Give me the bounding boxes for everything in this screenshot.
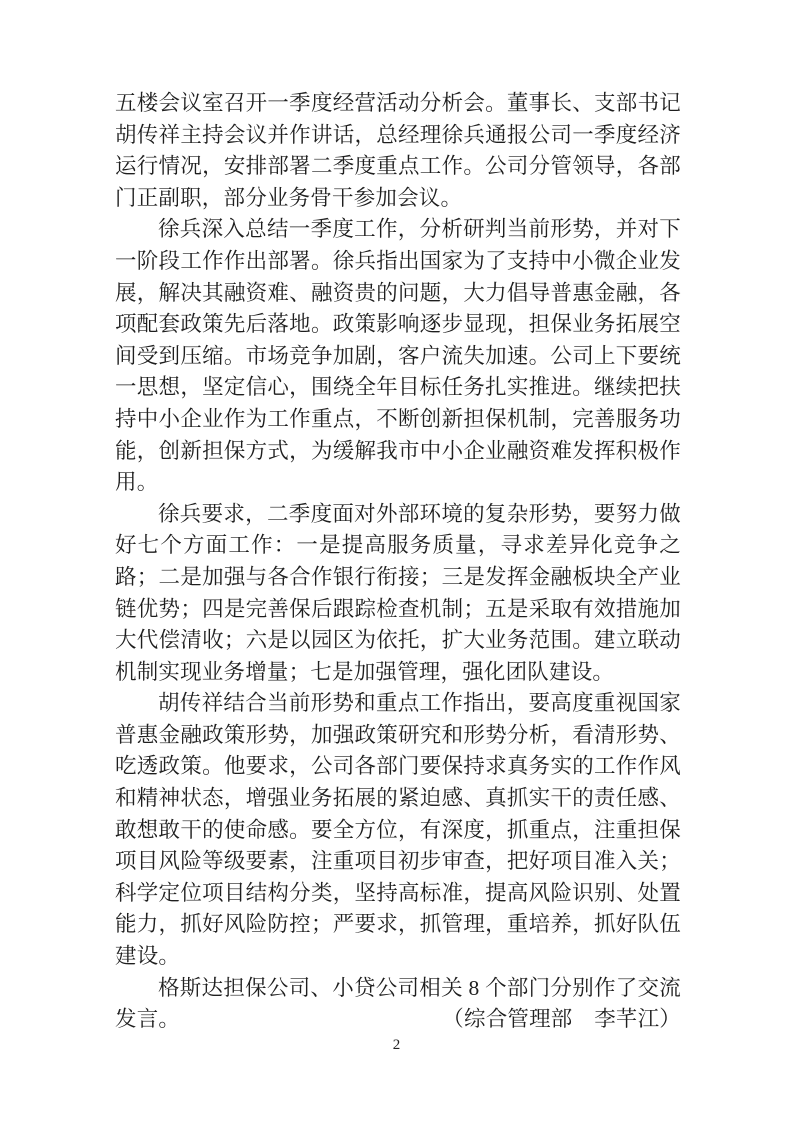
document-body (115, 88, 681, 1036)
paragraph: 徐兵深入总结一季度工作，分析研判当前形势，并对下一阶段工作作出部署。徐兵指出国家为了支持中小微企业发展，解决其融资难、融资贵的问题，大力倡导普惠金融，各项配套政策先后落地。政策影响逐步显现，担保业务拓展空间受到压缩。市场竞争加剧，客户流失加速。公司上下要统一思想，坚定信心，围绕全年目标任务扎实推进。继续把扶持中小企业作为工作重点，不断创新担保机制，完善服务功能，创新担保方式，为缓解我市中小企业融资难发挥积极作用。 (115, 217, 681, 495)
page-number: 2 (392, 1037, 401, 1053)
closing-paragraph-text: 格斯达担保公司、小贷公司相关 8 个部门分别作了交流发言。 (115, 975, 681, 1032)
paragraph: 胡传祥结合当前形势和重点工作指出，要高度重视国家普惠金融政策形势，加强政策研究和形势分析，看清形势、吃透政策。他要求，公司各部门要保持求真务实的工作作风和精神状态，增强业务拓展的紧迫感、真抓实干的责任感、敢想敢干的使命感。要全方位，有深度，抓重点，注重担保项目风险等级要素，注重项目初步审查，把好项目准入关；科学定位项目结构分类，坚持高标准，提高风险识别、处置能力，抓好风险防控；严要求，抓管理，重培养，抓好队伍建设。 (115, 691, 681, 969)
closing-paragraph (115, 973, 681, 1036)
paragraph: 五楼会议室召开一季度经营活动分析会。董事长、支部书记胡传祥主持会议并作讲话，总经理徐兵通报公司一季度经济运行情况，安排部署二季度重点工作。公司分管领导，各部门正副职，部分业务骨干参加会议。 (115, 91, 681, 210)
paragraph: 徐兵要求，二季度面对外部环境的复杂形势，要努力做好七个方面工作：一是提高服务质量，寻求差异化竞争之路；二是加强与各合作银行衔接；三是发挥金融板块全产业链优势；四是完善保后跟踪检查机制；五是采取有效措施加大代偿清收；六是以园区为依托，扩大业务范围。建立联动机制实现业务增量；七是加强管理，强化团队建设。 (115, 501, 681, 684)
signature: （综合管理部 李芊江） (442, 1007, 681, 1032)
